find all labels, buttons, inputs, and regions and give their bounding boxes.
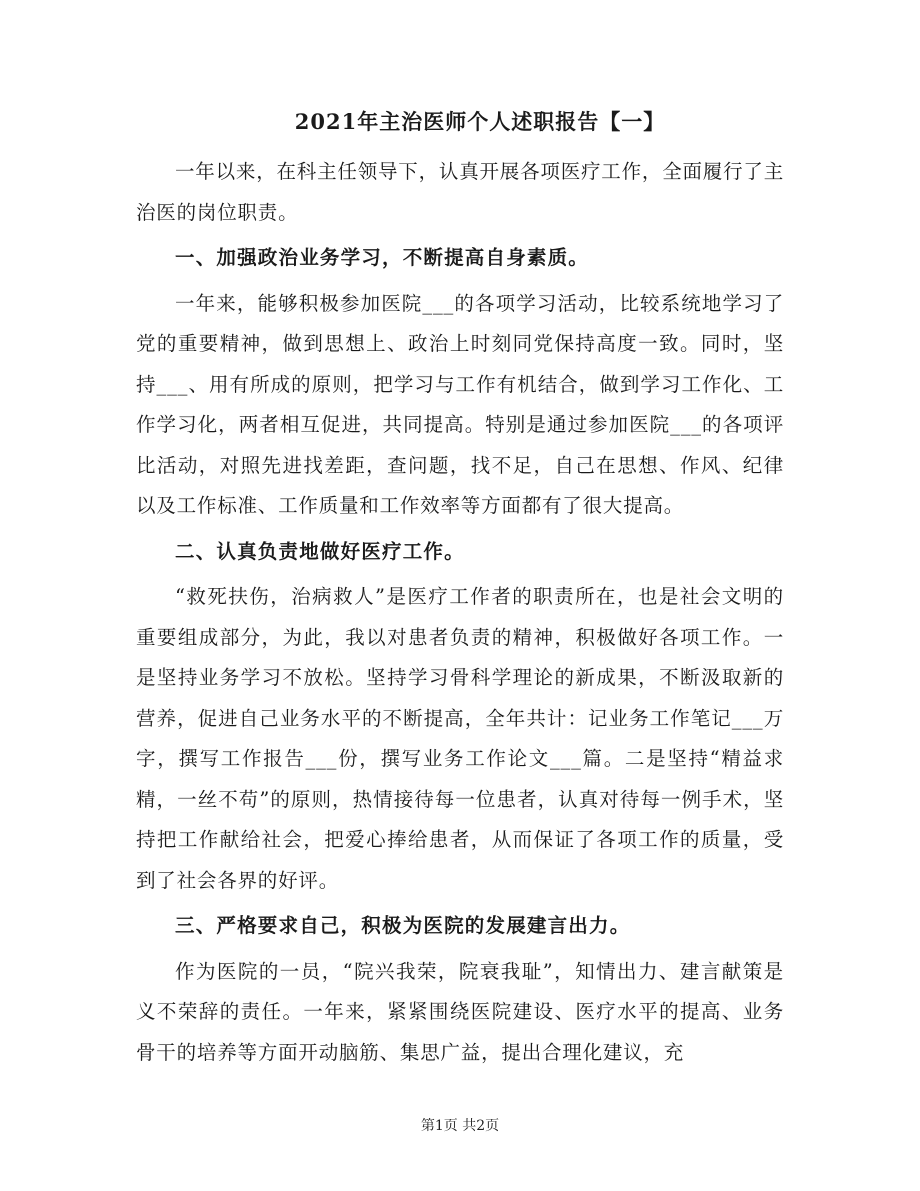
section-heading-1: 一、加强政治业务学习，不断提高自身素质。	[175, 246, 590, 269]
paragraph-section-3: 作为医院的一员，“院兴我荣，院衰我耻”，知情出力、建言献策是义不荣辞的责任。一年来，紧紧围绕医院建设、医疗水平的提高、业务骨干的培养等方面开动脑筋、集思广益，提出合理化建议，充	[136, 959, 784, 1064]
paragraph-section-1: 一年来，能够积极参加医院___的各项学习活动，比较系统地学习了党的重要精神，做到思想上、政治上时刻同党保持高度一致。同时，坚持___、用有所成的原则，把学习与工作有机结合，做到学习工作化、工作学习化，两者相互促进，共同提高。特别是通过参加医院___的各项评比活动，对照先进找差距，查问题，找不足，自己在思想、作风、纪律以及工作标准、工作质量和工作效率等方面都有了很大提高。	[136, 291, 784, 517]
paragraph-section-2: “救死扶伤，治病救人”是医疗工作者的职责所在，也是社会文明的重要组成部分，为此，我以对患者负责的精神，积极做好各项工作。一是坚持业务学习不放松。坚持学习骨科学理论的新成果，不断汲取新的营养，促进自己业务水平的不断提高，全年共计：记业务工作笔记___万字，撰写工作报告___份，撰写业务工作论文___篇。二是坚持“精益求精，一丝不苟”的原则，热情接待每一位患者，认真对待每一例手术，坚持把工作献给社会，把爱心捧给患者，从而保证了各项工作的质量，受到了社会各界的好评。	[136, 585, 784, 892]
section-heading-3: 三、严格要求自己，积极为医院的发展建言出力。	[175, 914, 631, 937]
document-title: 2021年主治医师个人述职报告【一】	[294, 109, 666, 134]
page-number-footer: 第1页 共2页	[420, 1118, 500, 1134]
paragraph-intro: 一年以来，在科主任领导下，认真开展各项医疗工作，全面履行了主治医的岗位职责。	[136, 160, 785, 224]
document-body	[136, 152, 784, 1078]
section-heading-2: 二、认真负责地做好医疗工作。	[175, 539, 465, 563]
